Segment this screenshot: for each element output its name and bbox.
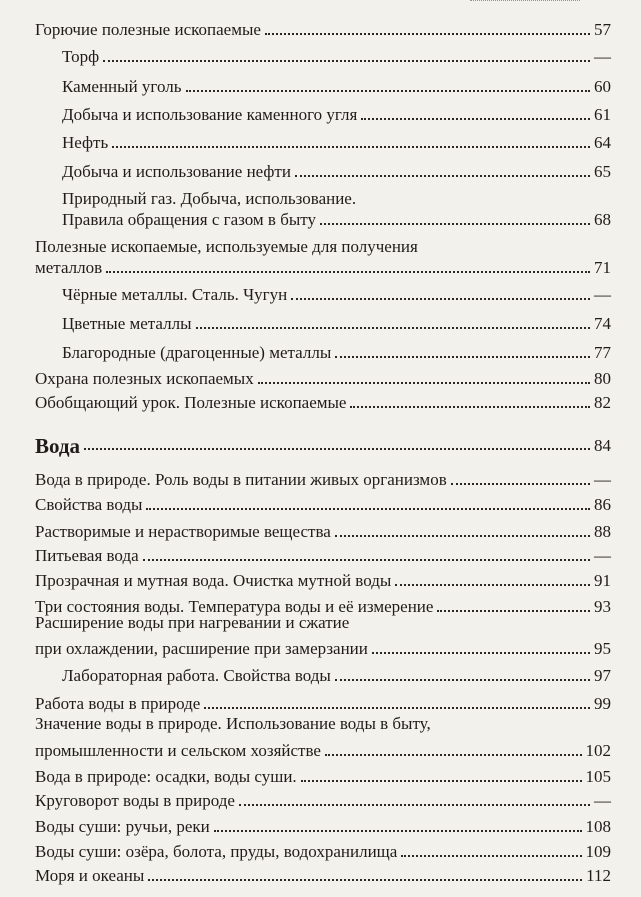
toc-entry-page: 91 bbox=[594, 571, 611, 590]
toc-entry-gas-line1: Природный газ. Добыча, использование. bbox=[62, 189, 357, 208]
toc-entry-title: Добыча и использование нефти bbox=[62, 162, 291, 181]
toc-entry-page: 95 bbox=[594, 639, 611, 658]
dot-leader bbox=[265, 33, 590, 35]
dot-leader bbox=[214, 830, 582, 832]
dot-leader bbox=[335, 535, 590, 537]
dot-leader bbox=[295, 175, 590, 177]
toc-entry-ferrous[interactable] bbox=[62, 277, 611, 305]
dot-leader bbox=[239, 804, 590, 806]
toc-entry-water-properties[interactable] bbox=[35, 487, 611, 515]
toc-entry-title: Правила обращения с газом в быту bbox=[62, 210, 316, 229]
toc-entry-water-in-nature[interactable] bbox=[35, 462, 611, 490]
toc-entry-title: Круговорот воды в природе bbox=[35, 791, 235, 810]
toc-entry-title: Питьевая вода bbox=[35, 546, 139, 565]
toc-entry-cycle[interactable] bbox=[35, 783, 611, 811]
toc-entry-page: 112 bbox=[586, 866, 611, 885]
toc-section-water[interactable] bbox=[35, 428, 611, 456]
dot-leader bbox=[204, 707, 590, 709]
toc-entry-title: Цветные металлы bbox=[62, 314, 192, 333]
toc-entry-page: 61 bbox=[594, 105, 611, 124]
toc-entry-title: Три состояния воды. Температура воды и её измерение bbox=[35, 597, 434, 616]
dot-leader bbox=[148, 879, 582, 881]
toc-entry-page: 65 bbox=[594, 162, 611, 181]
toc-entry-oil[interactable] bbox=[62, 125, 611, 153]
dot-leader bbox=[335, 356, 590, 358]
dot-leader bbox=[143, 559, 590, 561]
toc-entry-title: Прозрачная и мутная вода. Очистка мутной воды bbox=[35, 571, 392, 590]
toc-entry-page: — bbox=[594, 285, 611, 304]
toc-entry-page: 86 bbox=[594, 495, 611, 514]
toc-entry-title: Каменный уголь bbox=[62, 77, 182, 96]
toc-entry-page: 102 bbox=[585, 741, 611, 760]
toc-entry-title: Воды суши: озёра, болота, пруды, водохранилища bbox=[35, 842, 398, 861]
dot-leader bbox=[103, 60, 590, 62]
toc-entry-page: 99 bbox=[594, 694, 611, 713]
toc-entry-title: Благородные (драгоценные) металлы bbox=[62, 343, 332, 362]
toc-entry-page: 108 bbox=[585, 817, 611, 836]
toc-entry-title: Лабораторная работа. Свойства воды bbox=[62, 666, 331, 685]
toc-entry-coal-mining[interactable] bbox=[62, 97, 611, 125]
toc-entry-page: 77 bbox=[594, 343, 611, 362]
toc-entry-expansion-line1: Расширение воды при нагревании и сжатие bbox=[35, 613, 350, 632]
section-title: Вода bbox=[35, 434, 81, 458]
dot-leader bbox=[335, 679, 590, 681]
toc-entry-title: Торф bbox=[62, 47, 100, 66]
dot-leader bbox=[395, 584, 590, 586]
dot-leader bbox=[146, 508, 590, 510]
dot-leader bbox=[437, 610, 590, 612]
dot-leader bbox=[196, 327, 590, 329]
toc-entry-metals[interactable] bbox=[35, 250, 611, 278]
toc-entry-nonferrous[interactable] bbox=[62, 306, 611, 334]
dot-leader bbox=[325, 754, 582, 756]
toc-entry-drinking[interactable] bbox=[35, 538, 611, 566]
toc-entry-title: Нефть bbox=[62, 133, 109, 152]
toc-entry-page: — bbox=[594, 47, 611, 66]
toc-entry-title: Воды суши: ручьи, реки bbox=[35, 817, 210, 836]
toc-entry-title: Обобщающий урок. Полезные ископаемые bbox=[35, 393, 347, 412]
toc-entry-title: Чёрные металлы. Сталь. Чугун bbox=[62, 285, 288, 304]
dot-leader bbox=[301, 780, 582, 782]
toc-entry-page: 68 bbox=[594, 210, 611, 229]
toc-entry-streams[interactable] bbox=[35, 809, 611, 837]
toc-entry-title: промышленности и сельском хозяйстве bbox=[35, 741, 321, 760]
toc-entry-title: Вода в природе: осадки, воды суши. bbox=[35, 767, 297, 786]
toc-entry-page: — bbox=[594, 791, 611, 810]
toc-entry-page: 60 bbox=[594, 77, 611, 96]
toc-entry-page: 71 bbox=[594, 258, 611, 277]
toc-entry-page: — bbox=[594, 546, 611, 565]
toc-entry-title: Растворимые и нерастворимые вещества bbox=[35, 522, 331, 541]
toc-entry-significance[interactable] bbox=[35, 733, 611, 761]
toc-entry-page: 105 bbox=[585, 767, 611, 786]
toc-entry-title: Моря и океаны bbox=[35, 866, 145, 885]
toc-entry-title: при охлаждении, расширение при замерзании bbox=[35, 639, 368, 658]
dot-leader bbox=[401, 855, 581, 857]
toc-entry-title: Работа воды в природе bbox=[35, 694, 201, 713]
dot-leader bbox=[258, 382, 590, 384]
toc-entry-precious[interactable] bbox=[62, 335, 611, 363]
toc-entry-seas[interactable] bbox=[35, 858, 611, 886]
dot-leader bbox=[350, 406, 590, 408]
dot-leader bbox=[372, 652, 590, 654]
toc-entry-gas[interactable] bbox=[62, 202, 611, 230]
toc-entry-significance-line1: Значение воды в природе. Использование воды в быту, bbox=[35, 714, 431, 733]
dot-leader bbox=[291, 298, 590, 300]
toc-entry-page: 80 bbox=[594, 369, 611, 388]
toc-entry-page: 82 bbox=[594, 393, 611, 412]
toc-entry-page: 88 bbox=[594, 522, 611, 541]
toc-entry-coal[interactable] bbox=[62, 69, 611, 97]
toc-entry-title: Добыча и использование каменного угля bbox=[62, 105, 358, 124]
toc-entry-title: Вода в природе. Роль воды в питании живых организмов bbox=[35, 470, 447, 489]
toc-entry-lab-work[interactable] bbox=[62, 658, 611, 686]
toc-entry-metals-line1: Полезные ископаемые, используемые для получения bbox=[35, 237, 418, 256]
toc-entry-title: металлов bbox=[35, 258, 103, 277]
toc-entry-page: 93 bbox=[594, 597, 611, 616]
toc-entry-title: Свойства воды bbox=[35, 495, 143, 514]
section-page: 84 bbox=[594, 436, 611, 455]
dot-leader bbox=[320, 223, 590, 225]
toc-entry-summary[interactable] bbox=[35, 385, 611, 413]
toc-entry-peat[interactable] bbox=[62, 39, 611, 67]
dot-leader bbox=[186, 90, 591, 92]
toc-entry-expansion[interactable] bbox=[35, 631, 611, 659]
toc-entry-page: — bbox=[594, 470, 611, 489]
dot-leader bbox=[84, 448, 590, 450]
toc-entry-title: Охрана полезных ископаемых bbox=[35, 369, 254, 388]
toc-entry-page: 97 bbox=[594, 666, 611, 685]
toc-entry-combustible[interactable] bbox=[35, 12, 611, 40]
toc-entry-page: 64 bbox=[594, 133, 611, 152]
dot-leader bbox=[106, 271, 590, 273]
toc-entry-clear-muddy[interactable] bbox=[35, 563, 611, 591]
dot-leader bbox=[112, 146, 590, 148]
toc-entry-page: 109 bbox=[585, 842, 611, 861]
toc-entry-title: Горючие полезные ископаемые bbox=[35, 20, 261, 39]
toc-entry-work-in-nature[interactable] bbox=[35, 686, 611, 714]
toc-entry-page: 57 bbox=[594, 20, 611, 39]
dot-leader bbox=[451, 483, 590, 485]
toc-entry-oil-mining[interactable] bbox=[62, 154, 611, 182]
toc-entry-page: 74 bbox=[594, 314, 611, 333]
dot-leader bbox=[361, 118, 590, 120]
